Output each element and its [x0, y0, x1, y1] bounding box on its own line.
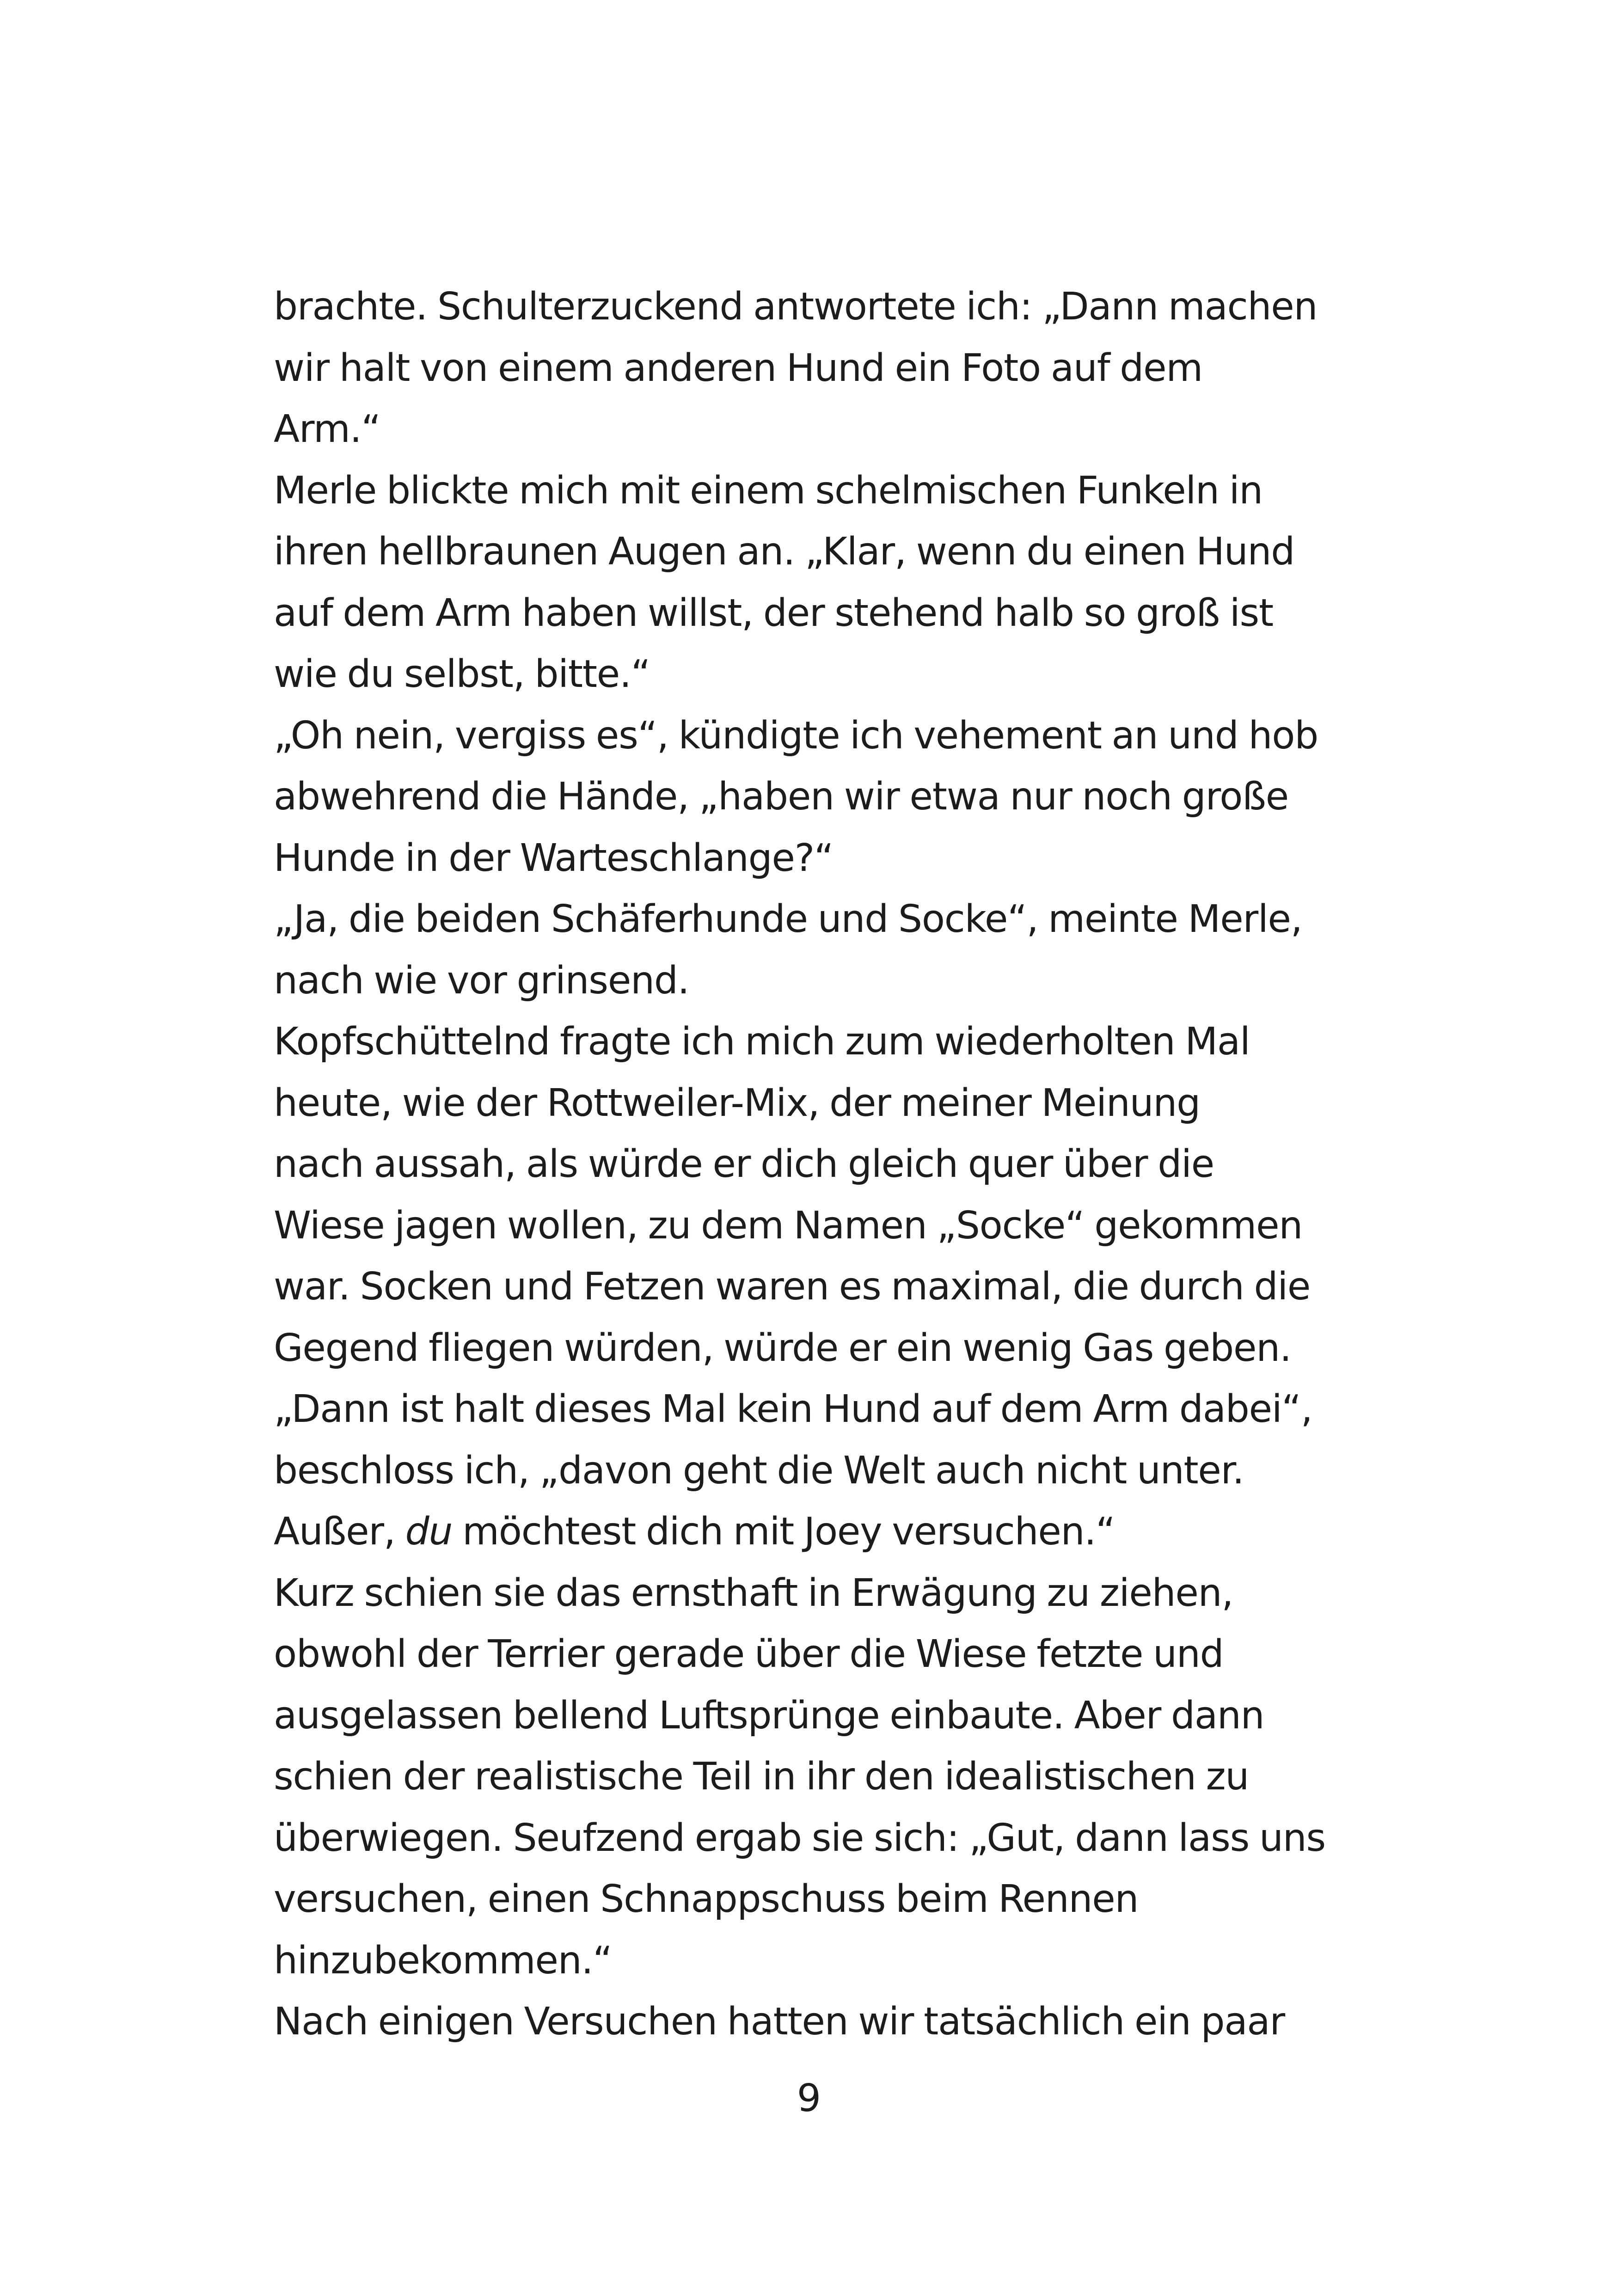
text-line: wie du selbst, bitte.“: [274, 652, 650, 696]
text-line: Arm.“: [274, 407, 380, 451]
text-line: „Oh nein, vergiss es“, kündigte ich vehement an und hob: [274, 713, 1318, 758]
text-line: ihren hellbraunen Augen an. „Klar, wenn du einen Hund: [274, 530, 1295, 574]
text-line: Merle blickte mich mit einem schelmischen Funkeln in: [274, 468, 1263, 513]
text-line: Kurz schien sie das ernsthaft in Erwägung zu ziehen,: [274, 1571, 1233, 1615]
text-line: wir halt von einem anderen Hund ein Foto auf dem: [274, 346, 1203, 390]
text-line: abwehrend die Hände, „haben wir etwa nur noch große: [274, 775, 1288, 819]
page-number: 9: [797, 2076, 821, 2120]
text-line: schien der realistische Teil in ihr den idealistischen zu: [274, 1755, 1249, 1799]
text-line: war. Socken und Fetzen waren es maximal, die durch die: [274, 1265, 1311, 1309]
text-line: Kopfschüttelnd fragte ich mich zum wiederholten Mal: [274, 1020, 1250, 1064]
text-line: brachte. Schulterzuckend antwortete ich: „Dann machen: [274, 285, 1318, 329]
text-line: nach wie vor grinsend.: [274, 958, 689, 1003]
text-line: heute, wie der Rottweiler-Mix, der meiner Meinung: [274, 1081, 1201, 1125]
text-line: überwiegen. Seufzend ergab sie sich: „Gut, dann lass uns: [274, 1816, 1326, 1860]
text-line: Wiese jagen wollen, zu dem Namen „Socke“ gekommen: [274, 1203, 1303, 1248]
text-line: versuchen, einen Schnappschuss beim Rennen: [274, 1877, 1139, 1921]
emphasized-word: du: [405, 1510, 453, 1554]
text-segment: möchtest dich mit Joey versuchen.“: [452, 1510, 1115, 1554]
text-line: „Ja, die beiden Schäferhunde und Socke“, meinte Merle,: [274, 897, 1302, 941]
text-line: ausgelassen bellend Luftsprünge einbaute. Aber dann: [274, 1693, 1264, 1738]
text-segment: Außer,: [274, 1510, 405, 1554]
text-line: „Dann ist halt dieses Mal kein Hund auf dem Arm dabei“,: [274, 1387, 1312, 1431]
text-line: [274, 1501, 1392, 1563]
text-line: nach aussah, als würde er dich gleich quer über die: [274, 1142, 1214, 1186]
text-line: Nach einigen Versuchen hatten wir tatsächlich ein paar: [274, 2000, 1285, 2044]
text-line: Gegend fliegen würden, würde er ein wenig Gas geben.: [274, 1326, 1291, 1370]
body-text: [274, 276, 1392, 2053]
text-line: hinzubekommen.“: [274, 1938, 612, 1983]
text-line: obwohl der Terrier gerade über die Wiese fetzte und: [274, 1632, 1224, 1676]
text-line: auf dem Arm haben willst, der stehend halb so groß ist: [274, 591, 1273, 635]
text-line: beschloss ich, „davon geht die Welt auch nicht unter.: [274, 1448, 1244, 1493]
text-line: Hunde in der Warteschlange?“: [274, 836, 834, 880]
